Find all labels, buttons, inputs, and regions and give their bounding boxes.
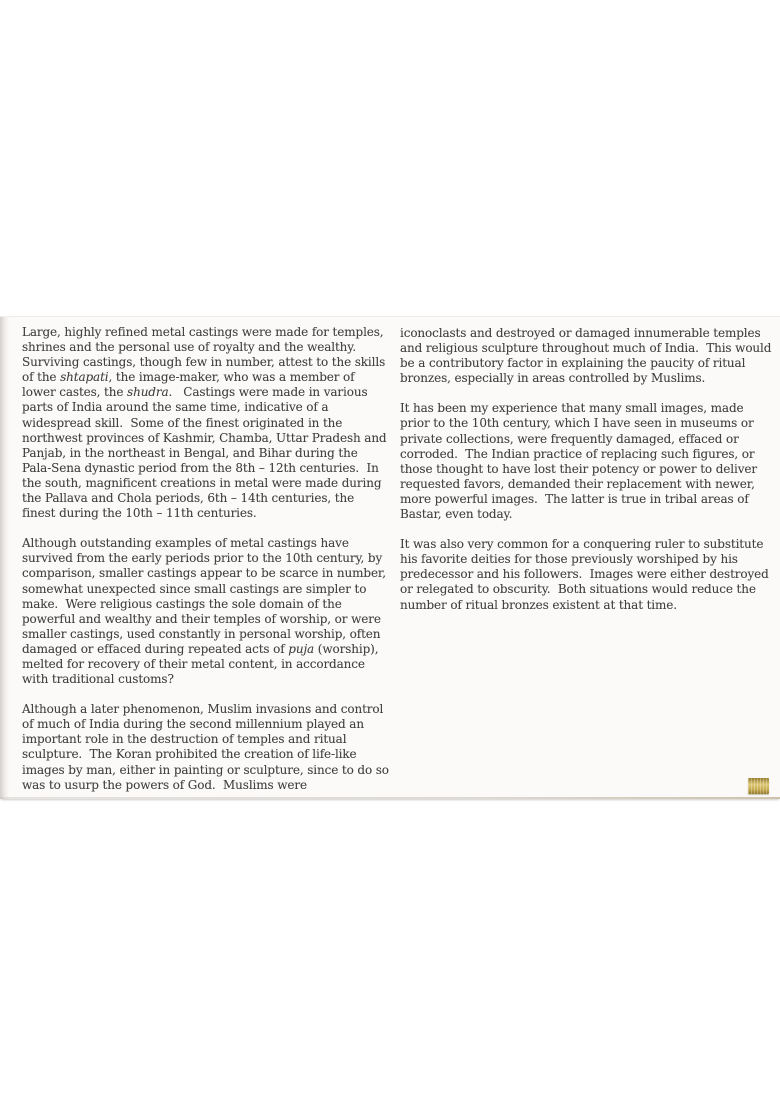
text-run: . Castings were made in various parts of India around the same time, indicative of a widespread skill. Some of the finest originated in the northwest provinces of Kashmir, Chamba, Uttar Pradesh and Panjab, in the northeast in Bengal, and Bihar during the Pala-Sena dynastic period from the 8th – 12th centuries. In the south, magnificent creations in metal were made during the Pallava and Chola periods, 6th – 14th centuries, the finest during the 10th – 11th centuries. bbox=[22, 385, 391, 521]
italic-term: shtapati bbox=[60, 370, 109, 385]
text-run: , the image-maker, who was a member of lower castes, the bbox=[22, 370, 359, 400]
left-paragraph-1 bbox=[22, 325, 390, 521]
text-run: iconoclasts and destroyed or damaged innumerable temples and religious sculpture throughout much of India. This would be a contributory factor in explaining the paucity of ritual bronzes, especially in areas controlled by Muslims. bbox=[400, 326, 776, 386]
left-paragraph-3 bbox=[22, 702, 393, 793]
right-paragraph-3 bbox=[400, 537, 772, 612]
gold-foil-sticker bbox=[748, 778, 769, 794]
left-paragraph-2 bbox=[22, 536, 390, 687]
scanned-page bbox=[0, 316, 780, 799]
page-left-edge-shadow bbox=[0, 317, 9, 799]
right-paragraph-1 bbox=[400, 326, 776, 386]
text-run: (worship), melted for recovery of their metal content, in accordance with traditional customs? bbox=[22, 641, 383, 687]
italic-term: puja bbox=[288, 641, 315, 656]
text-run: It has been my experience that many small images, made prior to the 10th century, which I have seen in museums or private collections, were frequently damaged, effaced or corroded. The Indian practice of replacing such figures, or those thought to have lost their potency or power to deliver requested favors, demanded their replacement with newer, more powerful images. The latter is true in tribal areas of Bastar, even today. bbox=[400, 401, 761, 522]
right-paragraph-2 bbox=[400, 401, 772, 522]
italic-term: shudra bbox=[127, 385, 169, 400]
right-column bbox=[400, 326, 776, 628]
text-run: It was also very common for a conquering ruler to substitute his favorite deities for those previously worshiped by his predecessor and his followers. Images were either destroyed or relegated to obscurity. Both situations would reduce the number of ritual bronzes existent at that time. bbox=[400, 537, 773, 612]
text-run: Although a later phenomenon, Muslim invasions and control of much of India during the second millennium played an important role in the destruction of temples and ritual sculpture. The Koran prohibited the creation of life-like images by man, either in painting or sculpture, since to do so was to usurp the powers of God. Muslims were bbox=[22, 702, 393, 792]
text-run: Large, highly refined metal castings were made for temples, shrines and the personal use of royalty and the wealthy. Surviving castings, though few in number, attest to the skills of the bbox=[22, 325, 389, 385]
left-column bbox=[22, 325, 393, 799]
text-run: Although outstanding examples of metal castings have survived from the early periods prior to the 10th century, by comparison, smaller castings appear to be scarce in number, somewhat unexpected since small castings are simpler to make. Were religious castings the sole domain of the powerful and wealthy and their temples of worship, or were smaller castings, used constantly in personal worship, often damaged or effaced during repeated acts of bbox=[22, 536, 390, 656]
